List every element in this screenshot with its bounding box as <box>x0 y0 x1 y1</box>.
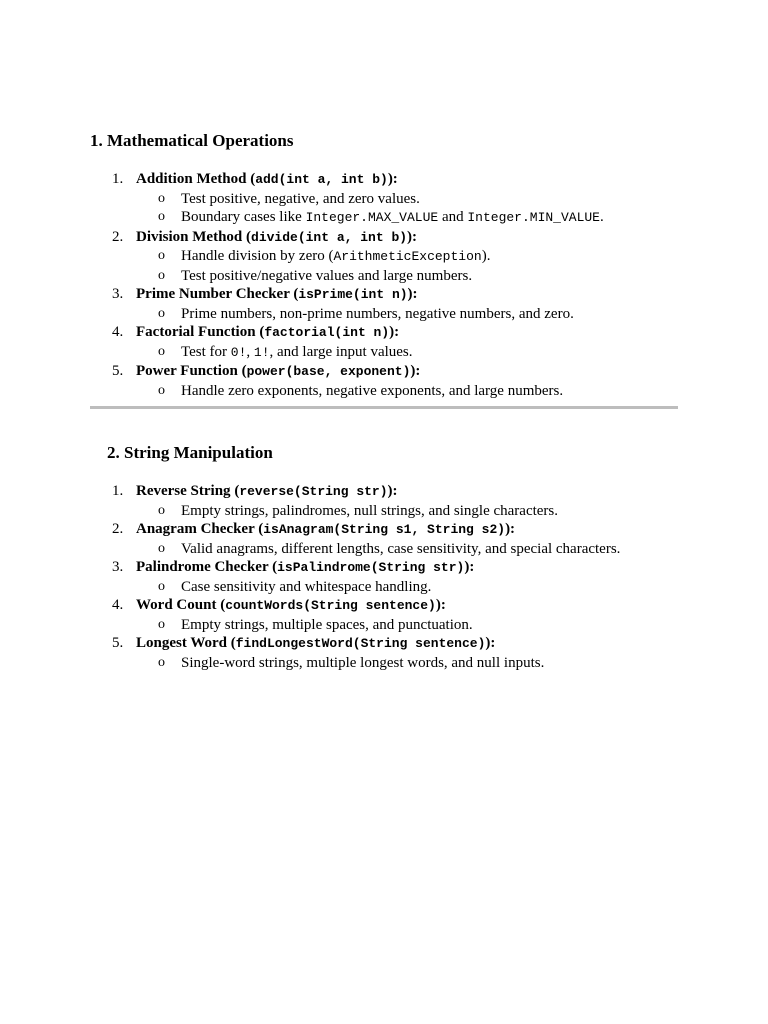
bullet-icon: o <box>158 540 165 556</box>
section-string-manipulation <box>0 442 768 671</box>
item-title: Power Function (power(base, exponent)): <box>136 363 421 379</box>
sub-item: o Empty strings, palindromes, null strings, and single characters. <box>158 502 559 519</box>
sub-item: o Valid anagrams, different lengths, case sensitivity, and special characters. <box>158 540 621 557</box>
item-number: 5. <box>112 635 124 651</box>
bullet-icon: o <box>158 382 165 398</box>
method-signature: findLongestWord(String sentence) <box>235 636 486 651</box>
inline-code: ArithmeticException <box>333 249 482 264</box>
bullet-icon: o <box>158 654 165 670</box>
item-number: 1. <box>112 171 124 187</box>
list-item <box>0 482 768 520</box>
method-signature: divide(int a, int b) <box>251 229 408 245</box>
sub-item: o Prime numbers, non-prime numbers, negative numbers, and zero. <box>158 305 574 322</box>
list-item <box>0 228 768 286</box>
bullet-icon: o <box>158 190 165 206</box>
inline-code: Integer.MIN_VALUE <box>467 210 600 225</box>
bullet-icon: o <box>158 209 165 224</box>
section-mathematical-operations <box>0 130 768 399</box>
item-number: 5. <box>112 363 124 379</box>
sub-list <box>0 578 768 597</box>
inline-code: 1! <box>253 344 270 360</box>
method-signature: factorial(int n) <box>264 325 390 340</box>
item-number: 2. <box>112 228 124 245</box>
item-number: 3. <box>112 286 124 302</box>
item-title: Longest Word (findLongestWord(String sentence)): <box>136 635 496 651</box>
list-item <box>0 596 768 634</box>
list-item <box>0 558 768 596</box>
sub-item: o Case sensitivity and whitespace handling. <box>158 578 432 595</box>
item-number: 3. <box>112 559 124 575</box>
item-title: Reverse String (reverse(String str)): <box>136 483 398 499</box>
sub-item: o Test positive/negative values and large numbers. <box>158 267 473 284</box>
list-item <box>0 323 768 362</box>
item-title: Factorial Function (factorial(int n)): <box>136 324 400 340</box>
list-item <box>0 634 768 672</box>
method-signature: reverse(String str) <box>239 484 388 499</box>
sub-list <box>0 190 768 228</box>
sub-list <box>0 247 768 285</box>
sub-list <box>0 502 768 521</box>
list-item <box>0 285 768 323</box>
bullet-icon: o <box>158 248 165 263</box>
list-item <box>0 520 768 558</box>
sub-list <box>0 616 768 635</box>
item-title: Word Count (countWords(String sentence)): <box>136 597 446 613</box>
section-heading: 1. Mathematical Operations <box>90 131 294 150</box>
sub-list <box>0 343 768 363</box>
sub-item: o Single-word strings, multiple longest words, and null inputs. <box>158 654 545 671</box>
sub-list <box>0 540 768 559</box>
sub-item: o Test for 0!, 1!, and large input values. <box>158 343 413 360</box>
section-divider <box>90 406 678 409</box>
sub-item: o Test positive, negative, and zero values. <box>158 190 420 207</box>
method-list <box>0 170 768 400</box>
method-signature: isPrime(int n) <box>298 287 408 302</box>
method-list <box>0 482 768 672</box>
method-signature: countWords(String sentence) <box>225 598 436 613</box>
method-signature: isAnagram(String s1, String s2) <box>263 522 506 537</box>
bullet-icon: o <box>158 305 165 321</box>
bullet-icon: o <box>158 616 165 632</box>
sub-list <box>0 382 768 401</box>
item-number: 1. <box>112 483 124 499</box>
bullet-icon: o <box>158 267 165 283</box>
sub-list <box>0 654 768 673</box>
list-item <box>0 362 768 400</box>
sub-item: o Handle zero exponents, negative exponents, and large numbers. <box>158 382 564 399</box>
item-title: Prime Number Checker (isPrime(int n)): <box>136 286 418 302</box>
inline-code: Integer.MAX_VALUE <box>305 210 439 225</box>
bullet-icon: o <box>158 343 165 359</box>
item-title: Addition Method (add(int a, int b)): <box>136 171 398 187</box>
method-signature: power(base, exponent) <box>246 364 411 379</box>
item-title: Division Method (divide(int a, int b)): <box>136 228 418 245</box>
item-number: 2. <box>112 521 124 537</box>
item-number: 4. <box>112 597 124 613</box>
item-title: Anagram Checker (isAnagram(String s1, String s2)): <box>136 521 516 537</box>
method-signature: add(int a, int b) <box>255 172 388 187</box>
sub-item: o Handle division by zero (ArithmeticException). <box>158 248 491 264</box>
bullet-icon: o <box>158 578 165 594</box>
method-signature: isPalindrome(String str) <box>277 560 465 575</box>
sub-item: o Boundary cases like Integer.MAX_VALUE and Integer.MIN_VALUE. <box>158 209 604 225</box>
item-title: Palindrome Checker (isPalindrome(String str)): <box>136 559 475 575</box>
sub-list <box>0 305 768 324</box>
inline-code: 0! <box>230 344 247 360</box>
item-number: 4. <box>112 324 124 340</box>
list-item <box>0 170 768 228</box>
sub-item: o Empty strings, multiple spaces, and punctuation. <box>158 616 473 633</box>
bullet-icon: o <box>158 502 165 518</box>
section-heading: 2. String Manipulation <box>107 443 273 462</box>
